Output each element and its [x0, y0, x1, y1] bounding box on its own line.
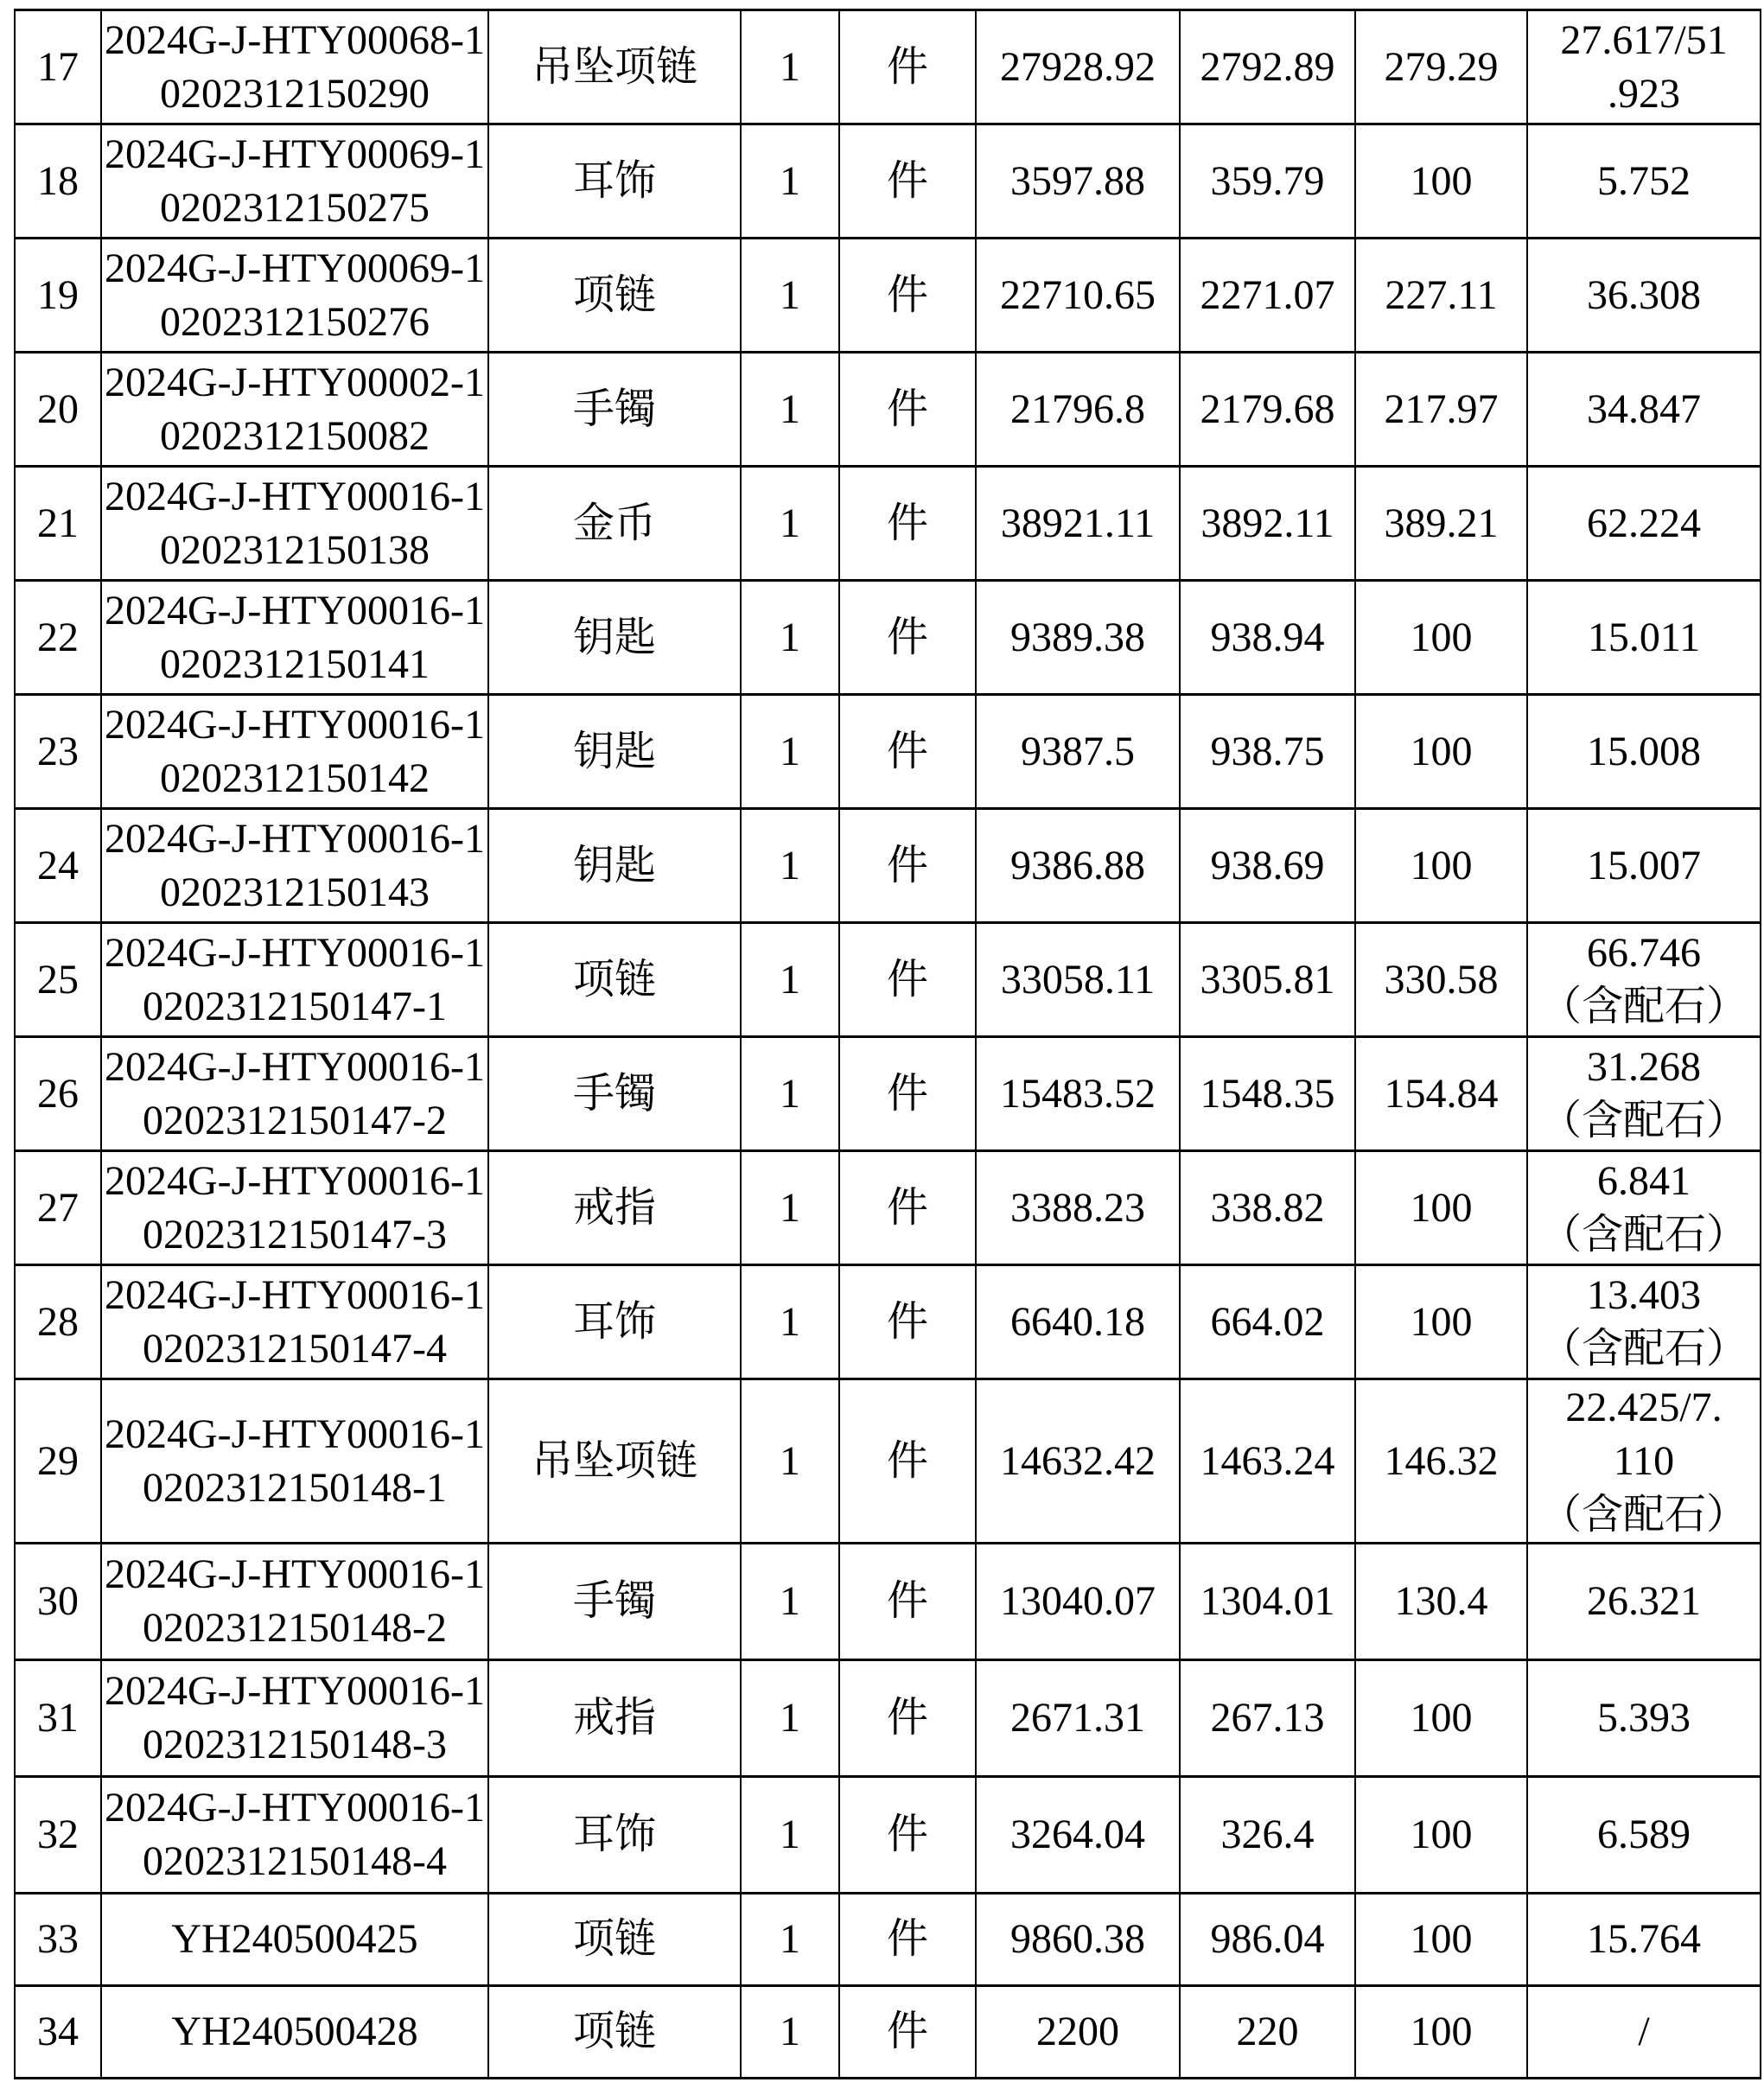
- value-c-cell: 146.32: [1355, 1379, 1527, 1544]
- value-d-cell: [1527, 1986, 1761, 2079]
- item-name-cell: 吊坠项链: [488, 1379, 741, 1544]
- value-d-cell-line: （含配石）: [1539, 1325, 1748, 1372]
- value-a-cell: 9389.38: [976, 581, 1180, 695]
- item-code-cell-line: 0202312150138: [160, 526, 430, 573]
- value-b-cell: 2271.07: [1180, 239, 1355, 353]
- value-b-cell: 938.75: [1180, 695, 1355, 809]
- item-code-cell-line: YH240500425: [171, 1916, 418, 1962]
- unit-cell: 件: [839, 10, 976, 124]
- item-name-cell: 项链: [488, 923, 741, 1037]
- item-code-cell-line: 2024G-J-HTY00069-1: [105, 131, 485, 177]
- row-number-cell: 25: [15, 923, 101, 1037]
- table-row: [15, 239, 1761, 353]
- item-code-cell-line: 0202312150142: [160, 755, 430, 801]
- table-row: [15, 353, 1761, 467]
- quantity-cell: 1: [741, 695, 839, 809]
- item-code-cell: [101, 1777, 488, 1894]
- row-number-cell: 26: [15, 1037, 101, 1151]
- value-a-cell: 21796.8: [976, 353, 1180, 467]
- item-name-cell: 钥匙: [488, 581, 741, 695]
- row-number-cell: 29: [15, 1379, 101, 1544]
- value-d-cell-line: 6.841: [1597, 1157, 1691, 1204]
- value-d-cell: [1527, 10, 1761, 124]
- row-number-cell: 32: [15, 1777, 101, 1894]
- item-code-cell-line: 2024G-J-HTY00016-1: [105, 1785, 485, 1831]
- value-d-cell-line: 15.764: [1587, 1916, 1701, 1962]
- item-code-cell-line: 0202312150276: [160, 298, 430, 345]
- item-name-cell: 戒指: [488, 1151, 741, 1265]
- table-body: [15, 10, 1761, 2079]
- value-c-cell: 389.21: [1355, 467, 1527, 581]
- item-code-cell: [101, 124, 488, 239]
- quantity-cell: 1: [741, 1265, 839, 1379]
- value-d-cell-line: 31.268: [1587, 1043, 1701, 1090]
- value-b-cell: 938.94: [1180, 581, 1355, 695]
- value-d-cell-line: 13.403: [1587, 1271, 1701, 1318]
- value-d-cell: [1527, 1544, 1761, 1660]
- value-d-cell-line: （含配石）: [1539, 1211, 1748, 1258]
- value-d-cell-line: 5.752: [1597, 157, 1691, 204]
- value-d-cell-line: 66.746: [1587, 929, 1701, 976]
- table-row: [15, 1777, 1761, 1894]
- table-row: [15, 1660, 1761, 1777]
- quantity-cell: 1: [741, 353, 839, 467]
- value-d-cell-line: 5.393: [1597, 1695, 1691, 1741]
- value-d-cell-line: 15.011: [1587, 614, 1701, 660]
- value-b-cell: 326.4: [1180, 1777, 1355, 1894]
- item-code-cell-line: 2024G-J-HTY00002-1: [105, 359, 485, 405]
- value-a-cell: 9387.5: [976, 695, 1180, 809]
- item-code-cell-line: 0202312150147-3: [143, 1211, 447, 1258]
- value-c-cell: 100: [1355, 581, 1527, 695]
- value-c-cell: 279.29: [1355, 10, 1527, 124]
- value-d-cell-line: （含配石）: [1539, 1491, 1748, 1538]
- value-d-cell: [1527, 1151, 1761, 1265]
- value-a-cell: 2200: [976, 1986, 1180, 2079]
- value-c-cell: 100: [1355, 1151, 1527, 1265]
- item-name-cell: 手镯: [488, 1544, 741, 1660]
- item-code-cell-line: 0202312150147-4: [143, 1325, 447, 1372]
- value-d-cell: [1527, 695, 1761, 809]
- table-row: [15, 1986, 1761, 2079]
- value-c-cell: 100: [1355, 1777, 1527, 1894]
- table-row: [15, 1379, 1761, 1544]
- item-code-cell-line: 0202312150143: [160, 869, 430, 915]
- item-name-cell: 手镯: [488, 353, 741, 467]
- item-code-cell-line: 0202312150275: [160, 184, 430, 231]
- item-code-cell-line: 2024G-J-HTY00068-1: [105, 16, 485, 63]
- item-name-cell: 钥匙: [488, 695, 741, 809]
- item-name-cell: 钥匙: [488, 809, 741, 923]
- unit-cell: 件: [839, 1986, 976, 2079]
- value-c-cell: 154.84: [1355, 1037, 1527, 1151]
- unit-cell: 件: [839, 1379, 976, 1544]
- unit-cell: 件: [839, 1151, 976, 1265]
- value-d-cell-line: （含配石）: [1539, 983, 1748, 1029]
- value-b-cell: 1463.24: [1180, 1379, 1355, 1544]
- value-a-cell: 2671.31: [976, 1660, 1180, 1777]
- item-code-cell-line: 0202312150148-3: [143, 1722, 447, 1767]
- row-number-cell: 30: [15, 1544, 101, 1660]
- quantity-cell: 1: [741, 1379, 839, 1544]
- value-a-cell: 27928.92: [976, 10, 1180, 124]
- item-code-cell-line: 0202312150147-2: [143, 1097, 447, 1143]
- item-code-cell-line: 2024G-J-HTY00016-1: [105, 587, 485, 634]
- value-d-cell-line: 110: [1613, 1437, 1675, 1484]
- table-row: [15, 1265, 1761, 1379]
- item-code-cell: [101, 1986, 488, 2079]
- value-d-cell: [1527, 581, 1761, 695]
- value-d-cell: [1527, 1894, 1761, 1986]
- value-d-cell-line: 27.617/51: [1560, 16, 1728, 63]
- unit-cell: 件: [839, 809, 976, 923]
- quantity-cell: 1: [741, 1986, 839, 2079]
- value-b-cell: 2179.68: [1180, 353, 1355, 467]
- value-d-cell-line: 15.008: [1587, 728, 1701, 774]
- unit-cell: 件: [839, 467, 976, 581]
- value-a-cell: 13040.07: [976, 1544, 1180, 1660]
- item-code-cell-line: 2024G-J-HTY00016-1: [105, 473, 485, 519]
- item-code-cell: [101, 1660, 488, 1777]
- table-row: [15, 1151, 1761, 1265]
- item-name-cell: 金币: [488, 467, 741, 581]
- item-code-cell-line: YH240500428: [171, 2009, 418, 2054]
- value-c-cell: 100: [1355, 1660, 1527, 1777]
- quantity-cell: 1: [741, 239, 839, 353]
- table-row: [15, 695, 1761, 809]
- item-name-cell: 项链: [488, 1986, 741, 2079]
- item-code-cell-line: 2024G-J-HTY00016-1: [105, 701, 485, 748]
- item-code-cell-line: 0202312150147-1: [143, 983, 447, 1029]
- table-row: [15, 10, 1761, 124]
- table-row: [15, 1894, 1761, 1986]
- table-row: [15, 923, 1761, 1037]
- item-code-cell: [101, 581, 488, 695]
- value-d-cell-line: .923: [1608, 70, 1680, 117]
- item-code-cell-line: 2024G-J-HTY00016-1: [105, 1551, 485, 1597]
- item-name-cell: 戒指: [488, 1660, 741, 1777]
- row-number-cell: 18: [15, 124, 101, 239]
- row-number-cell: 20: [15, 353, 101, 467]
- value-b-cell: 359.79: [1180, 124, 1355, 239]
- item-code-cell: [101, 239, 488, 353]
- value-d-cell: [1527, 1265, 1761, 1379]
- unit-cell: 件: [839, 124, 976, 239]
- item-name-cell: 项链: [488, 1894, 741, 1986]
- value-a-cell: 3264.04: [976, 1777, 1180, 1894]
- item-code-cell-line: 2024G-J-HTY00016-1: [105, 1043, 485, 1090]
- item-code-cell: [101, 1151, 488, 1265]
- quantity-cell: 1: [741, 1544, 839, 1660]
- value-c-cell: 100: [1355, 809, 1527, 923]
- item-code-cell: [101, 10, 488, 124]
- value-b-cell: 1548.35: [1180, 1037, 1355, 1151]
- value-d-cell: [1527, 1037, 1761, 1151]
- unit-cell: 件: [839, 1265, 976, 1379]
- value-a-cell: 3388.23: [976, 1151, 1180, 1265]
- quantity-cell: 1: [741, 1151, 839, 1265]
- table-row: [15, 1037, 1761, 1151]
- value-d-cell-line: 62.224: [1587, 500, 1701, 546]
- value-d-cell: [1527, 239, 1761, 353]
- table-row: [15, 809, 1761, 923]
- row-number-cell: 34: [15, 1986, 101, 2079]
- item-code-cell: [101, 467, 488, 581]
- table-row: [15, 1544, 1761, 1660]
- item-code-cell-line: 2024G-J-HTY00016-1: [105, 1668, 485, 1714]
- value-b-cell: 267.13: [1180, 1660, 1355, 1777]
- value-d-cell-line: 26.321: [1587, 1578, 1701, 1624]
- value-a-cell: 15483.52: [976, 1037, 1180, 1151]
- value-d-cell-line: 15.007: [1587, 842, 1701, 888]
- item-name-cell: 耳饰: [488, 124, 741, 239]
- value-d-cell-line: 22.425/7.: [1565, 1384, 1723, 1430]
- value-c-cell: 100: [1355, 124, 1527, 239]
- quantity-cell: 1: [741, 581, 839, 695]
- value-a-cell: 14632.42: [976, 1379, 1180, 1544]
- item-code-cell: [101, 923, 488, 1037]
- value-d-cell-line: （含配石）: [1539, 1097, 1748, 1143]
- value-b-cell: 938.69: [1180, 809, 1355, 923]
- value-c-cell: 217.97: [1355, 353, 1527, 467]
- value-d-cell-line: 34.847: [1587, 385, 1701, 432]
- table-row: [15, 581, 1761, 695]
- value-d-cell-line: /: [1638, 2009, 1650, 2054]
- row-number-cell: 31: [15, 1660, 101, 1777]
- row-number-cell: 28: [15, 1265, 101, 1379]
- item-name-cell: 耳饰: [488, 1265, 741, 1379]
- value-c-cell: 227.11: [1355, 239, 1527, 353]
- value-d-cell: [1527, 923, 1761, 1037]
- table-row: [15, 124, 1761, 239]
- value-d-cell: [1527, 467, 1761, 581]
- value-c-cell: 100: [1355, 695, 1527, 809]
- item-name-cell: 耳饰: [488, 1777, 741, 1894]
- unit-cell: 件: [839, 1894, 976, 1986]
- value-b-cell: 2792.89: [1180, 10, 1355, 124]
- unit-cell: 件: [839, 353, 976, 467]
- value-b-cell: 3892.11: [1180, 467, 1355, 581]
- item-code-cell-line: 2024G-J-HTY00069-1: [105, 245, 485, 291]
- value-a-cell: 22710.65: [976, 239, 1180, 353]
- value-d-cell-line: 6.589: [1597, 1812, 1691, 1857]
- row-number-cell: 33: [15, 1894, 101, 1986]
- item-code-cell-line: 2024G-J-HTY00016-1: [105, 1157, 485, 1204]
- item-code-cell-line: 0202312150082: [160, 412, 430, 459]
- quantity-cell: 1: [741, 467, 839, 581]
- item-code-cell: [101, 695, 488, 809]
- item-code-cell: [101, 1265, 488, 1379]
- value-c-cell: 130.4: [1355, 1544, 1527, 1660]
- item-code-cell-line: 0202312150141: [160, 640, 430, 687]
- unit-cell: 件: [839, 581, 976, 695]
- item-code-cell: [101, 809, 488, 923]
- row-number-cell: 17: [15, 10, 101, 124]
- item-name-cell: 项链: [488, 239, 741, 353]
- quantity-cell: 1: [741, 1777, 839, 1894]
- value-b-cell: 986.04: [1180, 1894, 1355, 1986]
- quantity-cell: 1: [741, 809, 839, 923]
- item-code-cell-line: 2024G-J-HTY00016-1: [105, 1271, 485, 1318]
- quantity-cell: 1: [741, 124, 839, 239]
- value-a-cell: 6640.18: [976, 1265, 1180, 1379]
- item-code-cell-line: 0202312150148-4: [143, 1838, 447, 1884]
- value-d-cell: [1527, 353, 1761, 467]
- unit-cell: 件: [839, 239, 976, 353]
- item-code-cell-line: 2024G-J-HTY00016-1: [105, 1410, 485, 1457]
- value-b-cell: 3305.81: [1180, 923, 1355, 1037]
- row-number-cell: 27: [15, 1151, 101, 1265]
- quantity-cell: 1: [741, 1894, 839, 1986]
- table-row: [15, 467, 1761, 581]
- value-a-cell: 38921.11: [976, 467, 1180, 581]
- unit-cell: 件: [839, 695, 976, 809]
- value-d-cell: [1527, 124, 1761, 239]
- quantity-cell: 1: [741, 10, 839, 124]
- value-c-cell: 100: [1355, 1986, 1527, 2079]
- value-c-cell: 330.58: [1355, 923, 1527, 1037]
- item-code-cell: [101, 1894, 488, 1986]
- value-a-cell: 9386.88: [976, 809, 1180, 923]
- row-number-cell: 22: [15, 581, 101, 695]
- value-b-cell: 1304.01: [1180, 1544, 1355, 1660]
- value-a-cell: 3597.88: [976, 124, 1180, 239]
- item-code-cell-line: 2024G-J-HTY00016-1: [105, 929, 485, 976]
- value-b-cell: 220: [1180, 1986, 1355, 2079]
- item-code-cell: [101, 353, 488, 467]
- unit-cell: 件: [839, 1544, 976, 1660]
- item-code-cell-line: 0202312150290: [160, 70, 430, 117]
- value-c-cell: 100: [1355, 1265, 1527, 1379]
- inventory-table: [14, 9, 1761, 2079]
- unit-cell: 件: [839, 1660, 976, 1777]
- unit-cell: 件: [839, 1037, 976, 1151]
- row-number-cell: 19: [15, 239, 101, 353]
- value-d-cell: [1527, 809, 1761, 923]
- row-number-cell: 21: [15, 467, 101, 581]
- item-name-cell: 吊坠项链: [488, 10, 741, 124]
- item-name-cell: 手镯: [488, 1037, 741, 1151]
- item-code-cell-line: 0202312150148-2: [143, 1605, 447, 1651]
- value-d-cell-line: 36.308: [1587, 271, 1701, 318]
- row-number-cell: 24: [15, 809, 101, 923]
- value-a-cell: 9860.38: [976, 1894, 1180, 1986]
- item-code-cell: [101, 1037, 488, 1151]
- quantity-cell: 1: [741, 923, 839, 1037]
- value-b-cell: 664.02: [1180, 1265, 1355, 1379]
- value-a-cell: 33058.11: [976, 923, 1180, 1037]
- value-d-cell: [1527, 1660, 1761, 1777]
- row-number-cell: 23: [15, 695, 101, 809]
- unit-cell: 件: [839, 1777, 976, 1894]
- quantity-cell: 1: [741, 1037, 839, 1151]
- unit-cell: 件: [839, 923, 976, 1037]
- item-code-cell: [101, 1379, 488, 1544]
- item-code-cell: [101, 1544, 488, 1660]
- value-c-cell: 100: [1355, 1894, 1527, 1986]
- value-d-cell: [1527, 1777, 1761, 1894]
- item-code-cell-line: 0202312150148-1: [143, 1464, 447, 1511]
- item-code-cell-line: 2024G-J-HTY00016-1: [105, 815, 485, 862]
- value-b-cell: 338.82: [1180, 1151, 1355, 1265]
- quantity-cell: 1: [741, 1660, 839, 1777]
- value-d-cell: [1527, 1379, 1761, 1544]
